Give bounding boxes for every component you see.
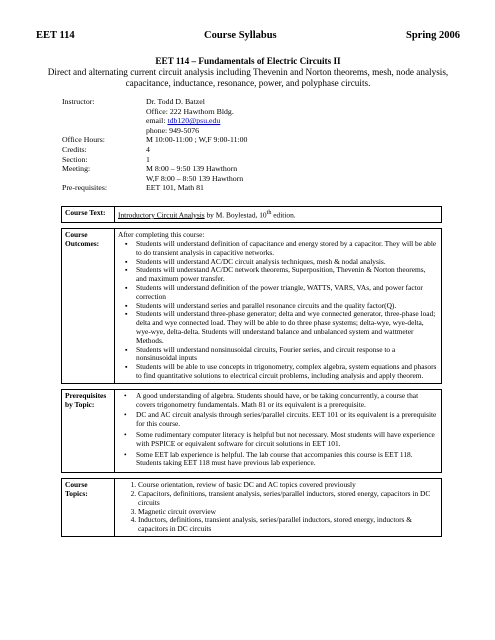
instructor-details [146,97,442,135]
section-row [62,155,442,165]
header-doc-title: Course Syllabus [203,30,277,41]
credits-label: Credits: [62,144,87,154]
list-item: • A good understanding of algebra. Students should have, or be taking concurrently, a course that covers trigonometry fundamentals. Math 81 or its equivalent is a prerequisite. [136,392,438,410]
course-description: Direct and alternating current circuit analysis including Thevenin and Norton theorems, mesh, node analysis, capacitance, inductance, resonance, power, and polyphase circuits. [47,67,449,88]
credits-row [62,145,442,155]
outcomes-row [62,229,442,384]
topics-label: Course Topics: [62,479,115,537]
list-item: • Some EET lab experience is helpful. The lab course that accompanies this course is EET 118. Students taking EET 118 must have previous lab experience. [136,451,438,469]
prereq-topic-row [62,389,442,472]
instructor-email-line [146,116,442,126]
meeting-time-1: M 8:00 – 9:50 139 Hawthorn [146,164,238,174]
list-item: ▪ Students will understand AC/DC circuit analysis techniques, mesh & nodal analysis. [136,258,438,267]
list-item: 4. Inductors, definitions, transient analysis, series/parallel inductors, stored energy, inductors & capacitors in DC circuits [138,516,438,534]
list-item: ▪ Students will understand nonsinusoidal circuits, Fourier series, and circuit response to a nonsinusoidal inputs [136,346,438,364]
textbook-author: by M. Boylestad, 10 [204,210,267,220]
instructor-phone: phone: 949-5076 [146,125,200,135]
section-value: 1 [146,154,150,164]
topics-cell [115,479,442,537]
outcomes-cell [115,229,442,384]
list-item: 3. Magnetic circuit overview [138,508,438,517]
outcomes-label: Course Outcomes: [62,229,115,384]
list-item: ▪ Students will understand AC/DC network theorems, Superposition, Thevenin & Norton theorems, and maximum power transfer. [136,266,438,284]
list-item: ▪ Students will understand definition of capacitance and energy stored by a capacitor. They will be able to do transient analysis in capacitive networks. [136,240,438,258]
course-title: EET 114 – Fundamentals of Electric Circuits II [155,56,341,66]
list-item: ▪ Students will be able to use concepts in trigonometry, complex algebra, system equations and phasors to find quantitative solutions to electrical circuit problems, including analysis and apply theorem. [136,363,438,381]
syllabus-table [61,206,442,537]
outcomes-list [118,240,438,381]
prereq-value: EET 101, Math 81 [146,183,204,193]
prereq-row [62,183,442,193]
topics-row [62,479,442,537]
list-item: • DC and AC circuit analysis through series/parallel circuits. EET 101 or its equivalent is a prerequisite for this course. [136,411,438,429]
email-link[interactable]: tdb120@psu.edu [167,116,221,126]
outcomes-intro: After completing this course: [118,230,205,240]
meeting-label: Meeting: [62,164,91,174]
header-term: Spring 2006 [406,30,460,41]
textbook-edition: edition. [271,210,296,220]
email-prefix: email: [146,116,168,126]
meeting-row [62,164,442,183]
prereq-topic-list [118,392,438,468]
list-item: • Some rudimentary computer literacy is helpful but not necessary. Most students will have experience with PSPICE or equivalent software for circuit solutions in EET 101. [136,431,438,449]
course-text-row [62,207,442,223]
edition-sup: th [266,210,272,216]
textbook-title: Introductory Circuit Analysis [118,210,205,220]
prereq-label: Pre-requisites: [62,183,108,193]
course-info [62,97,442,193]
course-text-value [115,207,442,223]
office-hours-label: Office Hours: [62,135,105,145]
course-text-label: Course Text: [62,207,115,223]
meeting-time-2: W,F 8:00 – 8:50 139 Hawthorn [146,173,244,183]
list-item: ▪ Students will understand three-phase generator; delta and wye connected generator, three-phase load; delta and wye connected load. They will be able to do three phase systems; delta-wye, wye-delta, wye-wye, delta-delta. Students will understand balance and unbalanced system and wattmeter Methods. [136,310,438,345]
prereq-topic-label: Prerequisites by Topic: [62,389,115,472]
list-item: ▪ Students will understand definition of the power triangle, WATTS, VARS, VAs, and power factor correction [136,284,438,302]
list-item: 1. Course orientation, review of basic DC and AC topics covered previously [138,481,438,490]
list-item: ▪ Students will understand series and parallel resonance circuits and the quality factor(Q). [136,302,438,311]
office-hours-row [62,135,442,145]
instructor-label: Instructor: [62,97,95,106]
prereq-topic-cell [115,389,442,472]
topics-list [118,481,438,534]
section-label: Section: [62,154,88,164]
meeting-times [146,164,442,183]
list-item: 2. Capacitors, definitions, transient analysis, series/parallel inductors, stored energy, capacitors in DC circuits [138,490,438,508]
credits-value: 4 [146,144,150,154]
header-course-code: EET 114 [36,30,75,41]
instructor-row [62,97,442,135]
office-hours-value: M 10:00-11:00 ; W,F 9:00-11:00 [146,135,248,145]
course-title-block [36,56,460,89]
instructor-name: Dr. Todd D. Batzel [146,97,205,106]
instructor-office: Office: 222 Hawthorn Bldg. [146,106,234,116]
page-header [36,30,460,41]
